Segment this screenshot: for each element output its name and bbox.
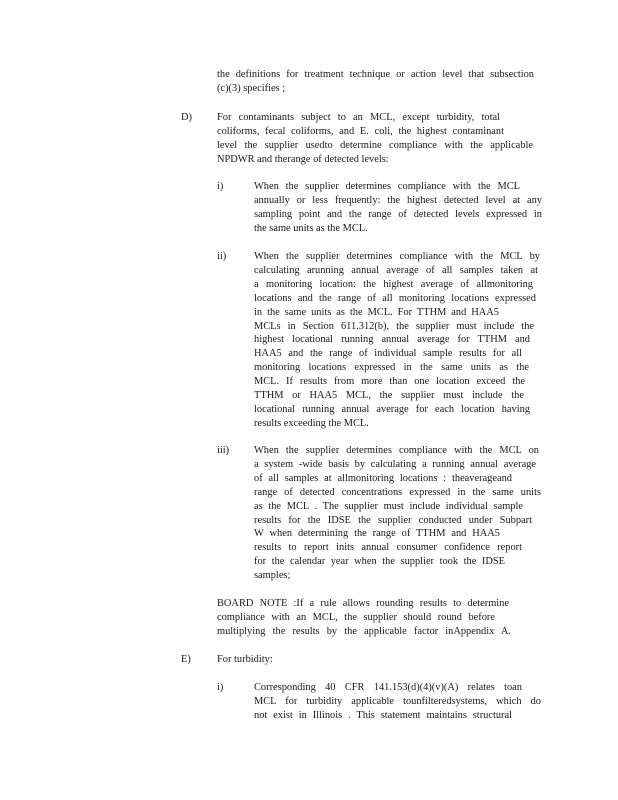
text-line: level the supplier usedto determine compliance with the applicable: [217, 139, 533, 151]
item-marker-d: D): [181, 112, 192, 123]
text-line: highest locational running annual average for TTHM and: [254, 334, 530, 346]
text-line: For contaminants subject to an MCL, except turbidity, total: [217, 112, 500, 123]
text-line: sampling point and the range of detected levels expressed in: [254, 208, 542, 220]
text-line: locational running annual average for each location having: [254, 403, 530, 415]
text-line: multiplying the results by the applicable factor inAppendix A.: [217, 625, 511, 637]
text-line: Corresponding 40 CFR 141.153(d)(4)(v)(A) relates toan: [254, 682, 522, 693]
text-line: a monitoring location: the highest average of allmonitoring: [254, 278, 533, 290]
text-line: a system -wide basis by calculating a running annual average: [254, 458, 536, 470]
text-line: TTHM or HAA5 MCL, the supplier must include the: [254, 390, 524, 402]
item-marker-e-i: i): [217, 682, 224, 693]
text-line: of all samples at allmonitoring locations : theaverageand: [254, 472, 512, 484]
paragraph-d-iii: [254, 444, 542, 583]
paragraph-e: [217, 653, 317, 667]
paragraph-d-ii: [254, 250, 540, 431]
text-line: monitoring locations expressed in the same units as the: [254, 362, 529, 374]
text-line: locations and the range of all monitoring locations expressed: [254, 292, 536, 304]
text-line: the definitions for treatment technique or action level that subsection: [217, 69, 534, 80]
text-line: range of detected concentrations expressed in the same units: [254, 486, 541, 498]
text-line: When the supplier determines compliance with the MCL by: [254, 251, 540, 262]
item-marker-d-iii: iii): [217, 445, 230, 456]
item-marker-d-i: i): [217, 181, 224, 192]
text-line: MCL for turbidity applicable tounfilteredsystems, which do: [254, 695, 541, 707]
text-line: When the supplier determines compliance with the MCL on: [254, 445, 539, 456]
text-line: the same units as the MCL.: [254, 222, 368, 234]
text-line: not exist in Illinois . This statement maintains structural: [254, 709, 512, 721]
text-line: MCL. If results from more than one location exceed the: [254, 376, 525, 388]
text-line: MCLs in Section 611.312(b), the supplier must include the: [254, 320, 534, 332]
text-line: When the supplier determines compliance with the MCL: [254, 181, 520, 192]
text-line: coliforms, fecal coliforms, and E. coli, the highest contaminant: [217, 125, 504, 137]
paragraph-d-i: [254, 180, 542, 236]
text-line: calculating arunning annual average of all samples taken at: [254, 264, 538, 276]
text-line: results to report inits annual consumer confidence report: [254, 542, 522, 554]
text-line: W when determining the range of TTHM and HAA5: [254, 528, 500, 540]
board-note: [217, 597, 511, 639]
intro-paragraph: [217, 68, 534, 96]
text-line: HAA5 and the range of individual sample results for all: [254, 348, 522, 360]
text-line: results for the IDSE the supplier conducted under Subpart: [254, 514, 532, 526]
item-marker-e: E): [181, 654, 191, 665]
text-line: annually or less frequently: the highest detected level at any: [254, 194, 542, 206]
text-line: as the MCL . The supplier must include individual sample: [254, 500, 523, 512]
paragraph-d: [217, 111, 533, 167]
text-line: NPDWR and therange of detected levels:: [217, 153, 389, 165]
text-line: For turbidity:: [217, 654, 273, 665]
text-line: (c)(3) specifies ;: [217, 82, 286, 94]
text-line: samples;: [254, 570, 291, 582]
paragraph-e-i: [254, 681, 541, 723]
text-line: compliance with an MCL, the supplier should round before: [217, 611, 495, 623]
text-line: in the same units as the MCL. For TTHM and HAA5: [254, 306, 499, 318]
text-line: results exceeding the MCL.: [254, 417, 369, 429]
text-line: for the calendar year when the supplier took the IDSE: [254, 556, 505, 568]
item-marker-d-ii: ii): [217, 251, 227, 262]
text-line: BOARD NOTE :If a rule allows rounding results to determine: [217, 598, 509, 609]
